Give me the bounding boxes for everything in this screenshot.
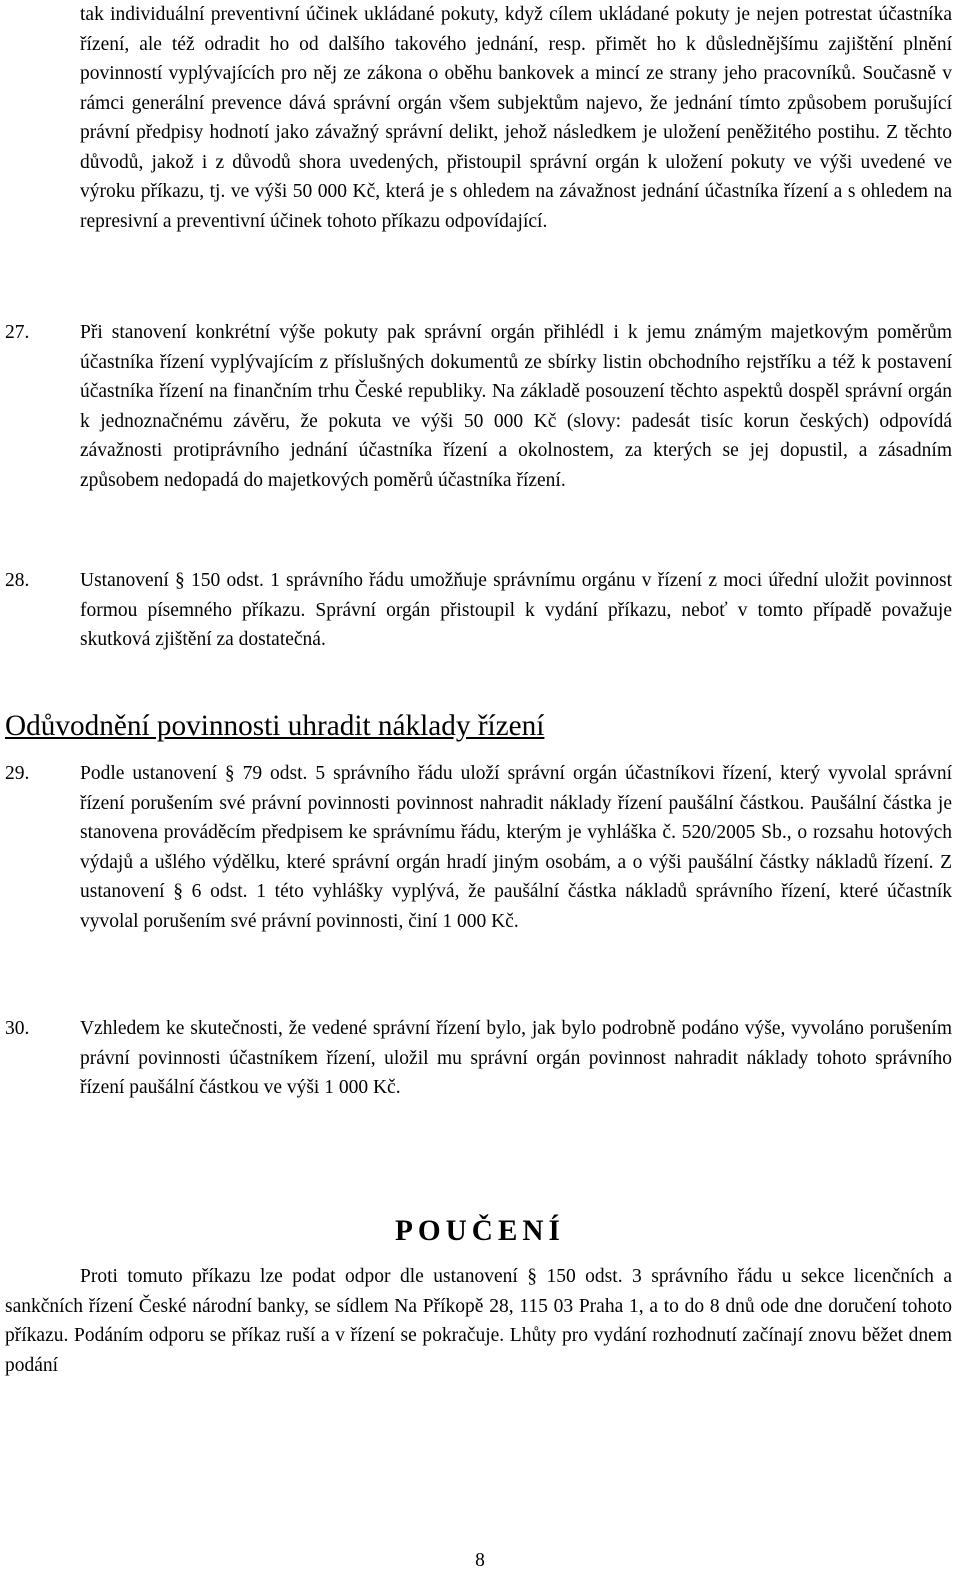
continuation-paragraph: tak individuální preventivní účinek ukládané pokuty, když cílem ukládané pokuty je nejen potrestat účastníka řízení, ale též odradit ho od dalšího takového jednání, resp. přimět ho k důslednějšímu zajištění plnění povinností vyplývajících pro něj ze zákona o oběhu bankovek a mincí ze strany jeho pracovníků. Současně v rámci generální prevence dává správní orgán všem subjektům najevo, že jednání tímto způsobem porušující právní předpisy hodnotí jako závažný správní delikt, jehož následkem je uložení peněžitého postihu. Z těchto důvodů, jakož i z důvodů shora uvedených, přistoupil správní orgán k uložení pokuty ve výši uvedené ve výroku příkazu, tj. ve výši 50 000 Kč, která je s ohledem na závažnost jednání účastníka řízení a s ohledem na represivní a preventivní účinek tohoto příkazu odpovídající. <box>80 4 952 232</box>
paragraph-number: 30. <box>5 1018 30 1039</box>
paragraph-number: 27. <box>5 322 30 343</box>
paragraph-text: Vzhledem ke skutečnosti, že vedené správní řízení bylo, jak bylo podrobně podáno výše, vyvoláno porušením právní povinnosti účastníkem řízení, uložil mu správní orgán povinnost nahradit náklady tohoto správního řízení paušální částkou ve výši 1 000 Kč. <box>80 1018 952 1098</box>
instructions-paragraph: Proti tomuto příkazu lze podat odpor dle ustanovení § 150 odst. 3 správního řádu u sekce licenčních a sankčních řízení České národní banky, se sídlem Na Příkopě 28, 115 03 Praha 1, a to do 8 dnů ode dne doručení tohoto příkazu. Podáním odporu se příkaz ruší a v řízení se pokračuje. Lhůty pro vydání rozhodnutí začínají znovu běžet dnem podání <box>5 1266 952 1376</box>
paragraph-number: 28. <box>5 570 30 591</box>
paragraph-text: Ustanovení § 150 odst. 1 správního řádu umožňuje správnímu orgánu v řízení z moci úřední uložit povinnost formou písemného příkazu. Správní orgán přistoupil k vydání příkazu, neboť v tomto případě považuje skutková zjištění za dostatečná. <box>80 570 952 650</box>
paragraph-number: 29. <box>5 763 30 784</box>
page-number: 8 <box>475 1550 485 1571</box>
instructions-title: POUČENÍ <box>395 1215 565 1247</box>
section-heading: Odůvodnění povinnosti uhradit náklady řízení <box>5 710 545 742</box>
paragraph-text: Při stanovení konkrétní výše pokuty pak správní orgán přihlédl i k jemu známým majetkovým poměrům účastníka řízení vyplývajícím z příslušných dokumentů ze sbírky listin obchodního rejstříku a též k postavení účastníka řízení na finančním trhu České republiky. Na základě posouzení těchto aspektů dospěl správní orgán k jednoznačnému závěru, že pokuta ve výši 50 000 Kč (slovy: padesát tisíc korun českých) odpovídá závažnosti protiprávního jednání účastníka řízení a okolnostem, za kterých se jej dopustil, a zásadním způsobem nedopadá do majetkových poměrů účastníka řízení. <box>80 322 952 491</box>
paragraph-text: Podle ustanovení § 79 odst. 5 správního řádu uloží správní orgán účastníkovi řízení, který vyvolal správní řízení porušením své právní povinnosti povinnost nahradit náklady řízení paušální částkou. Paušální částka je stanovena prováděcím předpisem ke správnímu řádu, kterým je vyhláška č. 520/2005 Sb., o rozsahu hotových výdajů a ušlého výdělku, které správní orgán hradí jiným osobám, a o výši paušální částky nákladů řízení. Z ustanovení § 6 odst. 1 této vyhlášky vyplývá, že paušální částka nákladů správního řízení, které účastník vyvolal porušením své právní povinnosti, činí 1 000 Kč. <box>80 763 952 932</box>
